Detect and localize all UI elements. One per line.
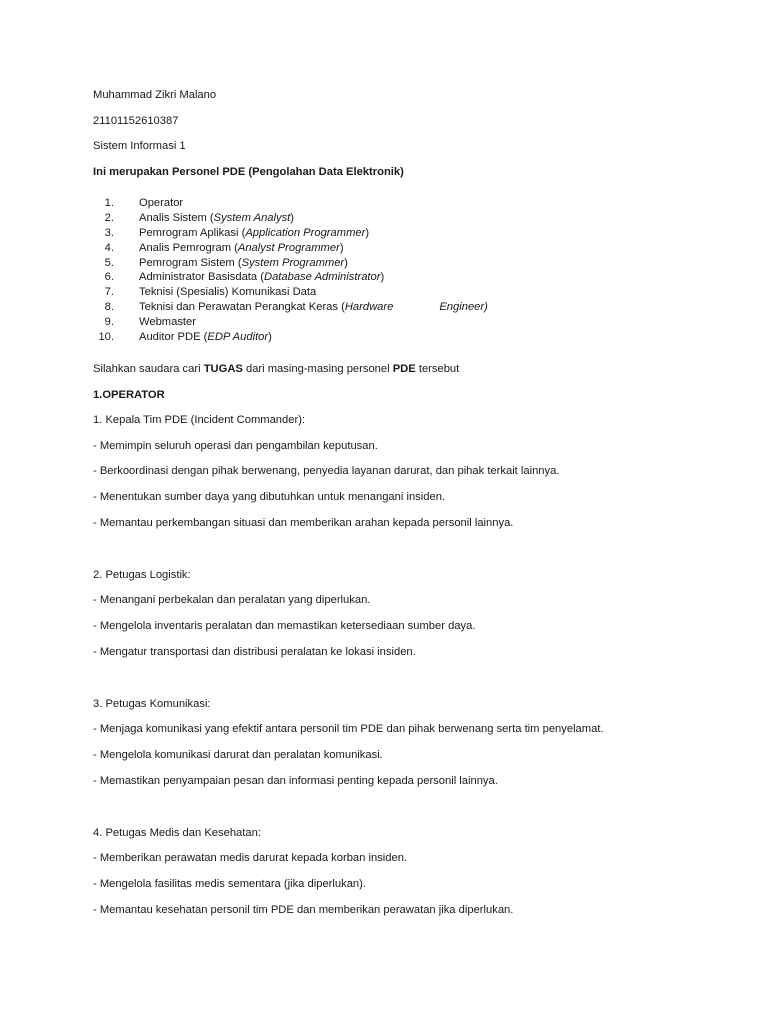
document-page: Muhammad Zikri Malano 21101152610387 Sistem Informasi 1 Ini merupakan Personel PDE (Pengolahan Data Elektronik) 1. Operator 2. Analis Sistem (System Analyst) 3. Pemrogram Aplikasi (Application Programmer) 4. Analis Pemrogram (Analyst Programmer) 5. Pemrogram Sistem (System Programmer) 6. Administrator Basisdata (Database Administrator) 7. Teknisi (Spesialis) Komunikasi Data 8. Teknisi dan Perawatan Perangkat Keras (Hardware Engineer) 9. Webmaster 10. Auditor PDE (EDP Auditor) Silahkan saudara cari TUGAS dari masing-masing personel PDE tersebut 1.OPERATOR 1. Kepala Tim PDE (Incident Commander): - Memimpin seluruh operasi dan pengambilan keputusan. - Berkoordinasi dengan pihak berwenang, penyedia layanan darurat, dan pihak terkait lainnya. - Menentukan sumber daya yang dibutuhkan untuk menangani insiden. - Memantau perkembangan situasi dan memberikan arahan kepada personil lainnya. 2. Petugas Logistik: - Menangani perbekalan dan peralatan yang diperlukan. - Mengelola inventaris peralatan dan memastikan ketersediaan sumber daya. - Mengatur transportasi dan distribusi peralatan ke lokasi insiden. 3. Petugas Komunikasi: - Menjaga komunikasi yang efektif antara personil tim PDE dan pihak berwenang serta tim penyelamat. - Mengelola komunikasi darurat dan peralatan komunikasi. - Memastikan penyampaian pesan dan informasi penting kepada personil lainnya. 4. Petugas Medis dan Kesehatan: - Memberikan perawatan medis darurat kepada korban insiden. - Mengelola fasilitas medis sementara (jika diperlukan). - Memantau kesehatan personil tim PDE dan memberikan perawatan jika diperlukan. bbox=[93, 89, 604, 916]
student-id: 21101152610387 bbox=[93, 115, 179, 127]
role-item: - Menjaga komunikasi yang efektif antara personil tim PDE dan pihak berwenang serta tim penyelamat. bbox=[93, 723, 604, 735]
role-title: 3. Petugas Komunikasi: bbox=[93, 698, 211, 710]
role-item: - Memantau perkembangan situasi dan memberikan arahan kepada personil lainnya. bbox=[93, 517, 514, 529]
role-item: - Mengatur transportasi dan distribusi peralatan ke lokasi insiden. bbox=[93, 646, 416, 658]
role-item: - Menentukan sumber daya yang dibutuhkan untuk menangani insiden. bbox=[93, 491, 446, 503]
role-title: 2. Petugas Logistik: bbox=[93, 569, 191, 581]
role-item: - Menangani perbekalan dan peralatan yang diperlukan. bbox=[93, 594, 371, 606]
role-title: 4. Petugas Medis dan Kesehatan: bbox=[93, 827, 261, 839]
instruction-text: Silahkan saudara cari TUGAS dari masing-masing personel PDE tersebut bbox=[93, 363, 460, 375]
role-item: - Memastikan penyampaian pesan dan informasi penting kepada personil lainnya. bbox=[93, 775, 498, 787]
role-item: - Berkoordinasi dengan pihak berwenang, penyedia layanan darurat, dan pihak terkait lainnya. bbox=[93, 465, 560, 477]
section-title: 1.OPERATOR bbox=[93, 389, 165, 401]
role-item: - Mengelola komunikasi darurat dan peralatan komunikasi. bbox=[93, 749, 383, 761]
role-item: - Mengelola fasilitas medis sementara (jika diperlukan). bbox=[93, 878, 366, 890]
author-name: Muhammad Zikri Malano bbox=[93, 89, 217, 101]
role-title: 1. Kepala Tim PDE (Incident Commander): bbox=[93, 414, 306, 426]
document-heading: Ini merupakan Personel PDE (Pengolahan Data Elektronik) bbox=[93, 166, 404, 178]
role-item: - Memimpin seluruh operasi dan pengambilan keputusan. bbox=[93, 440, 378, 452]
role-item: - Memberikan perawatan medis darurat kepada korban insiden. bbox=[93, 852, 408, 864]
role-item: - Memantau kesehatan personil tim PDE dan memberikan perawatan jika diperlukan. bbox=[93, 904, 514, 916]
class-name: Sistem Informasi 1 bbox=[93, 140, 186, 152]
role-item: - Mengelola inventaris peralatan dan memastikan ketersediaan sumber daya. bbox=[93, 620, 476, 632]
